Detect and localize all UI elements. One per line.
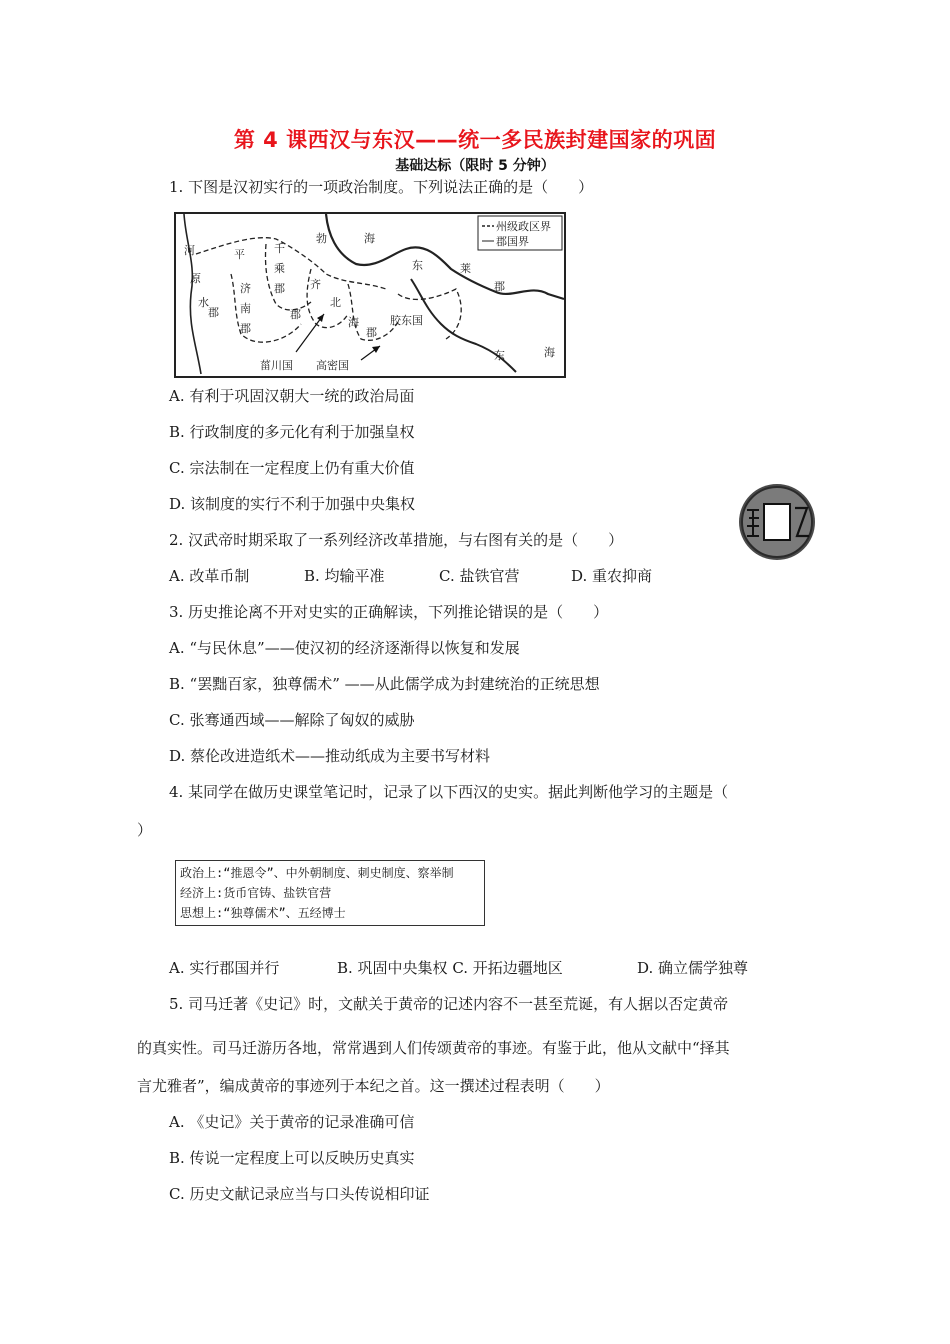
map-label: 南: [240, 302, 251, 315]
map-label: 郡: [208, 306, 219, 319]
map-label: 河: [184, 244, 195, 257]
map-label: 原: [190, 272, 201, 285]
map-label: 千: [274, 242, 285, 255]
legend-state-border: 州级政区界: [496, 220, 551, 233]
note-politics: 政治上:“推恩令”、中外朝制度、刺史制度、察举制: [180, 866, 454, 880]
map-label: 东: [494, 349, 505, 362]
question-4-option-d[interactable]: D. 确立儒学独尊: [637, 959, 749, 977]
map-label: 齐: [310, 278, 321, 291]
map-label: 东: [412, 259, 423, 272]
question-5-stem-2: 的真实性。司马迁游历各地，常常遇到人们传颂黄帝的事迹。有鉴于此，他从文献中“择其: [137, 1039, 730, 1057]
question-4-options: [169, 958, 748, 978]
question-2-options: [169, 566, 652, 586]
map-label: 勃: [316, 232, 327, 245]
question-4-stem: 4. 某同学在做历史课堂笔记时，记录了以下西汉的史实。据此判断他学习的主题是（: [169, 783, 729, 801]
map-label: 海: [544, 346, 555, 359]
question-2-option-c[interactable]: C. 盐铁官营: [439, 567, 520, 585]
map-label: 海: [364, 232, 375, 245]
question-3-option-b[interactable]: B. “罢黜百家，独尊儒术” ——从此儒学成为封建统治的正统思想: [169, 675, 600, 693]
question-1-option-b[interactable]: B. 行政制度的多元化有利于加强皇权: [169, 423, 415, 441]
map-label: 海: [348, 316, 359, 329]
map-label: 郡: [290, 308, 301, 321]
map-label: 济: [240, 282, 251, 295]
note-economy: 经济上:货币官铸、盐铁官营: [180, 886, 332, 900]
question-1-option-d[interactable]: D. 该制度的实行不利于加强中央集权: [169, 495, 416, 513]
question-1-stem: 1. 下图是汉初实行的一项政治制度。下列说法正确的是（ ）: [169, 178, 594, 196]
question-2-option-a[interactable]: A. 改革币制: [169, 567, 250, 585]
note-thought: 思想上:“独尊儒术”、五经博士: [180, 906, 346, 920]
question-3-option-c[interactable]: C. 张骞通西域——解除了匈奴的威胁: [169, 711, 415, 729]
map-label: 水: [198, 296, 209, 309]
question-1-option-c[interactable]: C. 宗法制在一定程度上仍有重大价值: [169, 459, 415, 477]
question-3-option-d[interactable]: D. 蔡伦改进造纸术——推动纸成为主要书写材料: [169, 747, 491, 765]
question-2-option-b[interactable]: B. 均输平准: [304, 567, 385, 585]
map-label: 胶东国: [390, 314, 423, 327]
map-label: 平: [234, 248, 245, 261]
question-5-stem-3: 言尤雅者”，编成黄帝的事迹列于本纪之首。这一撰述过程表明（ ）: [137, 1077, 610, 1095]
map-label: 郡: [366, 326, 377, 339]
map-label: 高密国: [316, 359, 349, 372]
map-label: 莱: [460, 262, 471, 275]
question-5-option-a[interactable]: A. 《史记》关于黄帝的记录准确可信: [169, 1113, 415, 1131]
map-label: 菑川国: [260, 359, 293, 372]
map-label: 北: [330, 296, 341, 309]
question-5-option-c[interactable]: C. 历史文献记录应当与口头传说相印证: [169, 1185, 430, 1203]
question-3-stem: 3. 历史推论离不开对史实的正确解读，下列推论错误的是（ ）: [169, 603, 609, 621]
wuzhu-coin-image: [737, 482, 817, 562]
question-3-option-a[interactable]: A. “与民休息”——使汉初的经济逐渐得以恢复和发展: [169, 639, 520, 657]
question-4-option-a[interactable]: A. 实行郡国并行: [169, 959, 280, 977]
question-1-option-a[interactable]: A. 有利于巩固汉朝大一统的政治局面: [169, 387, 415, 405]
class-notes-box: [175, 860, 485, 926]
page-subtitle: 基础达标（限时 5 分钟）: [395, 158, 555, 174]
question-2-stem: 2. 汉武帝时期采取了一系列经济改革措施，与右图有关的是（ ）: [169, 531, 624, 549]
question-5-option-b[interactable]: B. 传说一定程度上可以反映历史真实: [169, 1149, 415, 1167]
map-label: 乘: [274, 262, 285, 275]
question-4-stem-cont: ）: [137, 821, 153, 839]
legend-county-border: 郡国界: [496, 235, 529, 248]
han-fiefdom-map: [174, 212, 566, 378]
question-2-option-d[interactable]: D. 重农抑商: [571, 567, 653, 585]
map-label: 郡: [494, 280, 505, 293]
question-4-option-bc[interactable]: B. 巩固中央集权 C. 开拓边疆地区: [337, 959, 563, 977]
question-5-stem-1: 5. 司马迁著《史记》时，文献关于黄帝的记述内容不一甚至荒诞，有人据以否定黄帝: [169, 995, 729, 1013]
map-label: 郡: [274, 282, 285, 295]
page-title: 第 4 课西汉与东汉——统一多民族封建国家的巩固: [233, 128, 717, 152]
map-label: 郡: [240, 322, 251, 335]
